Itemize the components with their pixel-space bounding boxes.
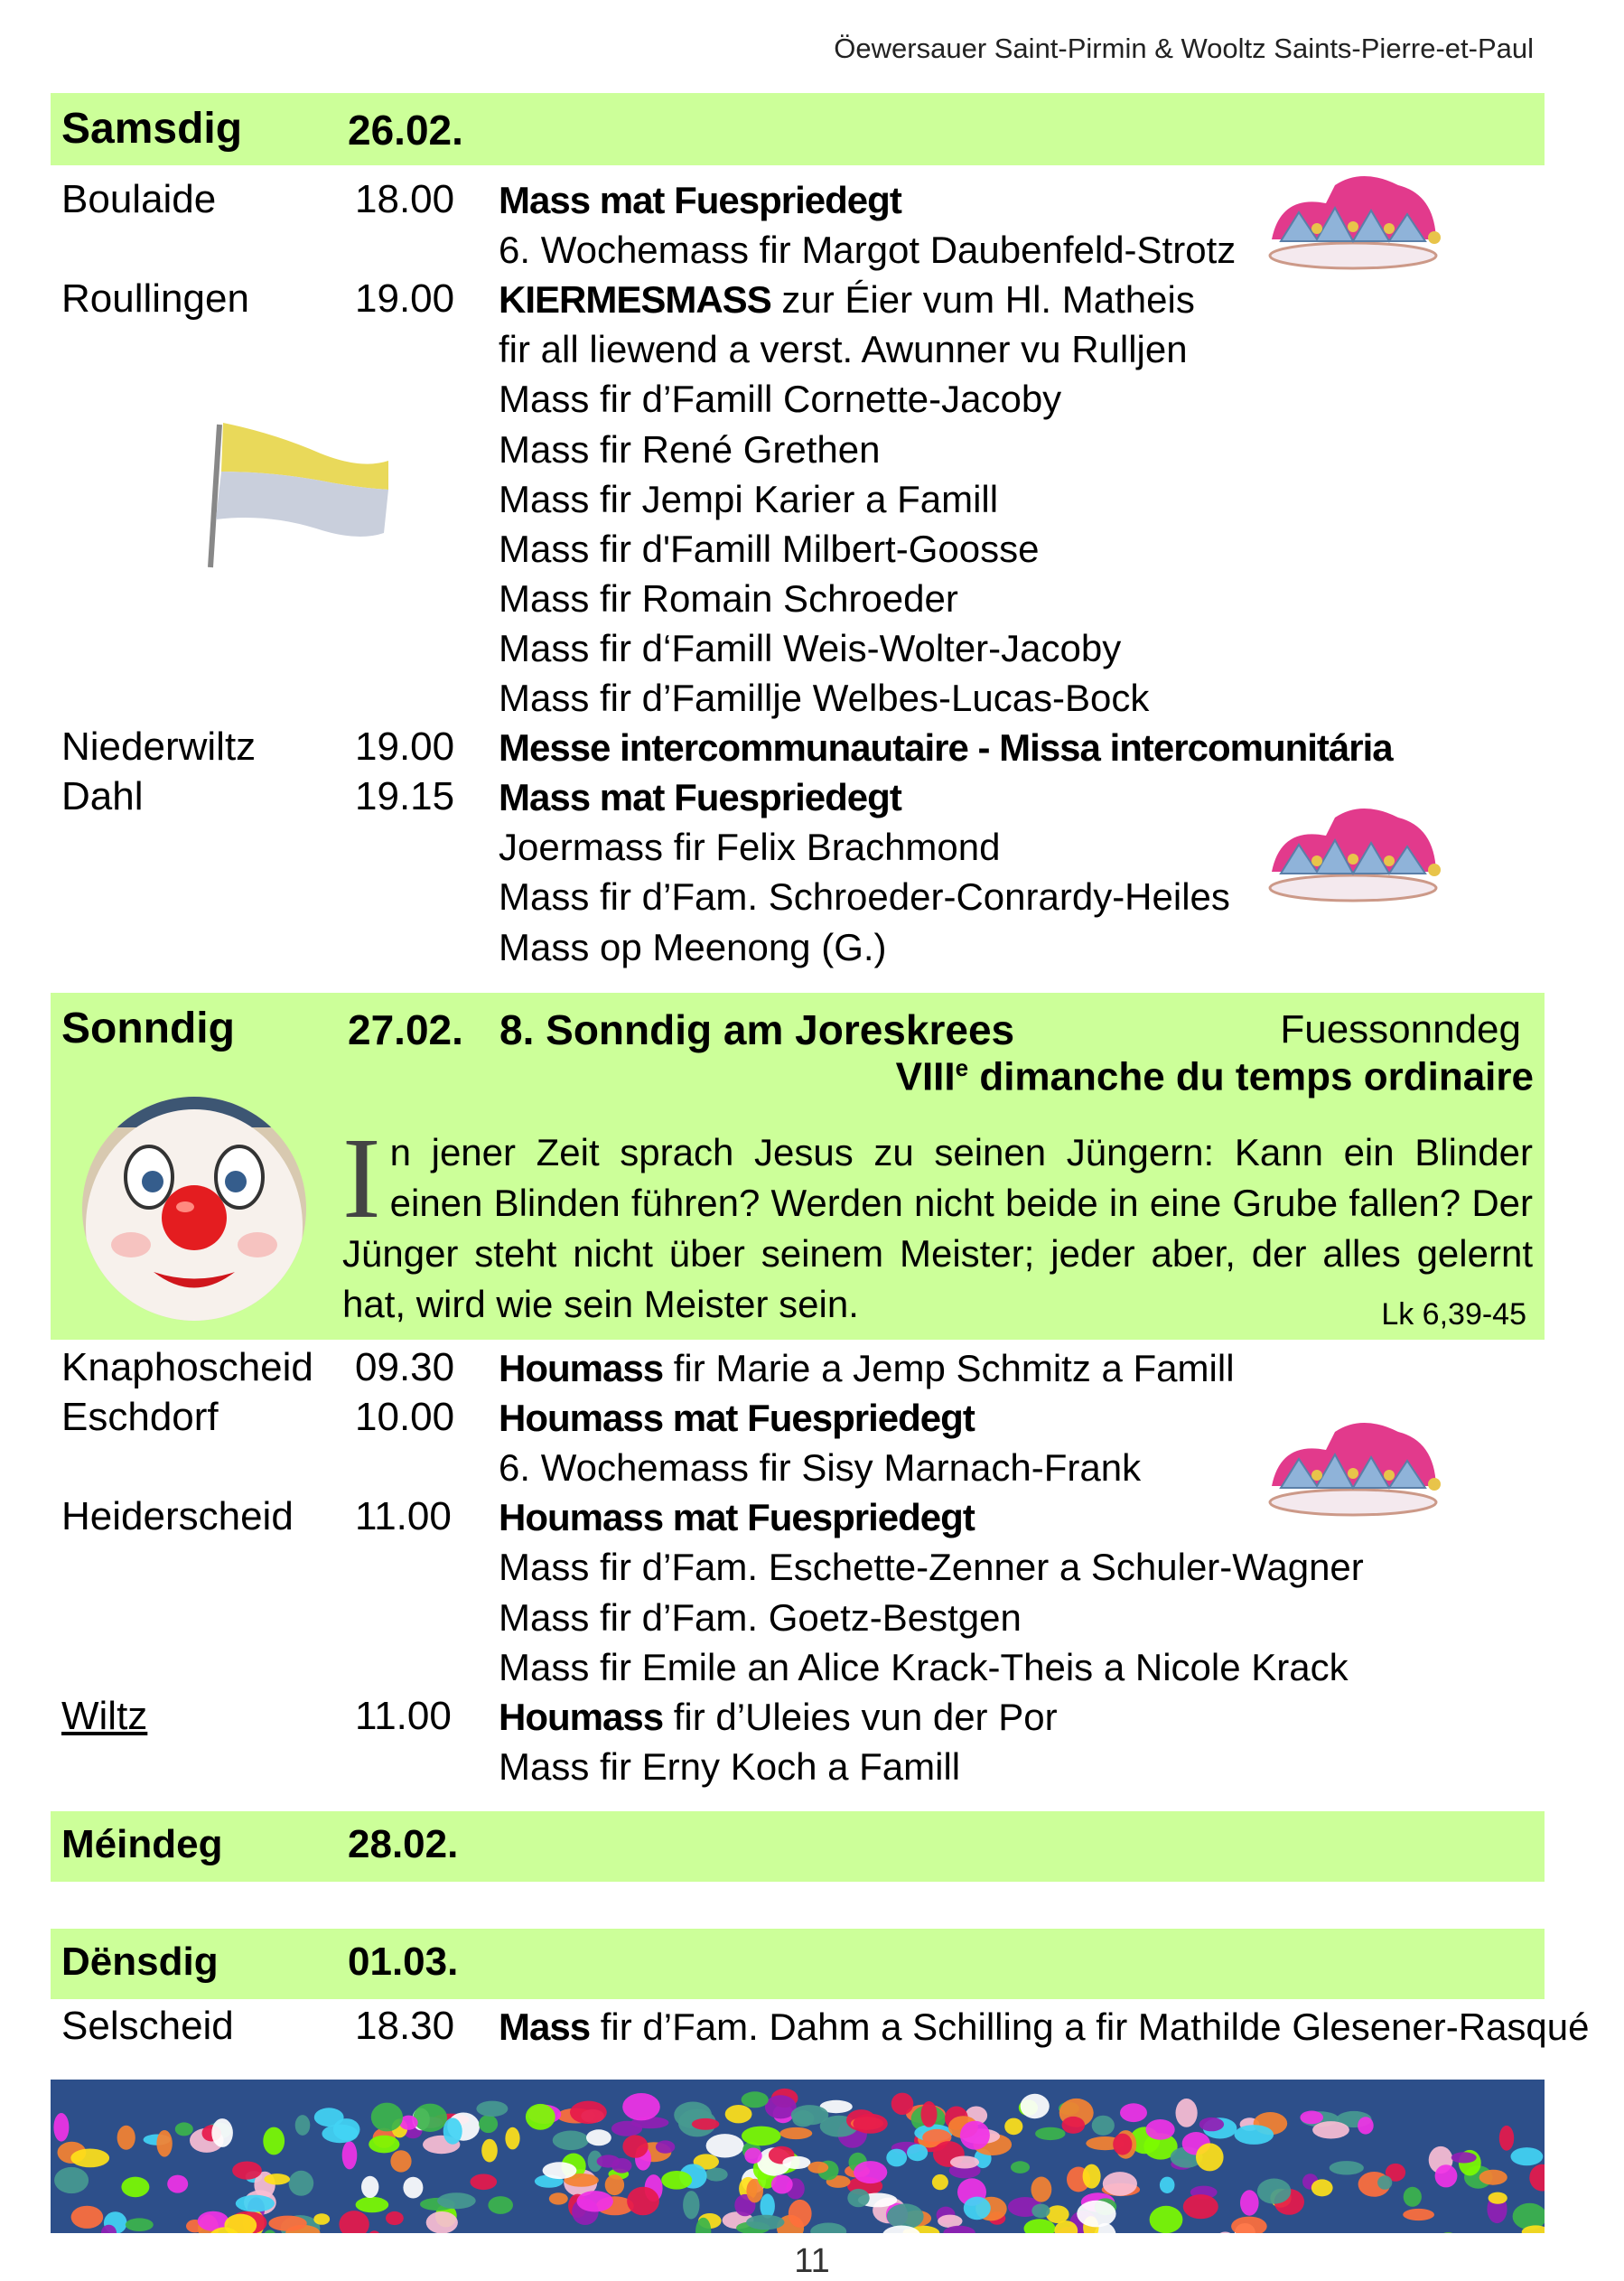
mass-time: 19.00: [355, 276, 455, 322]
place-name: Niederwiltz: [61, 724, 257, 770]
day-band-monday: [51, 1811, 1545, 1882]
mass-type: KIERMESMASS: [499, 278, 771, 322]
mass-description: [499, 328, 1188, 371]
mass-description: [499, 229, 1236, 272]
place-name: Dahl: [61, 774, 144, 819]
mass-description: [499, 1397, 975, 1440]
mass-time: 11.00: [355, 1494, 452, 1539]
mass-description: [499, 875, 1230, 919]
mass-description: [499, 1446, 1141, 1490]
mass-intention: Mass fir d’Fam. Schroeder-Conrardy-Heiles: [499, 875, 1230, 919]
mass-type: Houmass mat Fuespriedegt: [499, 1496, 975, 1539]
mass-description: [499, 1745, 960, 1789]
mass-type: Houmass mat Fuespriedegt: [499, 1397, 975, 1440]
mass-description: [499, 1596, 1022, 1640]
mass-intention: zur Éier vum Hl. Matheis: [770, 278, 1195, 322]
mass-type: Houmass: [499, 1347, 664, 1389]
day-name: Dënsdig: [61, 1940, 219, 1984]
day-date: 01.03.: [348, 1940, 459, 1984]
mass-time: 18.00: [355, 177, 455, 221]
mass-time: 18.30: [355, 2004, 455, 2048]
mass-description: [499, 1546, 1364, 1589]
mass-description: [499, 726, 1393, 770]
mass-description: [499, 926, 887, 969]
schedule-row: [0, 922, 1624, 973]
mass-type: Houmass: [499, 1695, 664, 1738]
papal-flag-icon: [203, 407, 393, 574]
gospel-body: n jener Zeit sprach Jesus zu seinen Jüngern: Kann ein Blinder einen Blinden führen? Werden nicht beide in eine Grube fallen? Der Jünger steht nicht über seinem Meister; jeder aber, der alles gelernt hat, wird wie sein Meister sein.: [342, 1131, 1533, 1325]
mass-type: Mass mat Fuespriedegt: [499, 776, 901, 819]
schedule-row: [0, 1542, 1624, 1593]
place-name: Knaphoscheid: [61, 1345, 313, 1389]
schedule-row: [0, 723, 1624, 773]
jester-hat-icon: [1263, 167, 1443, 276]
mass-description: [499, 478, 998, 521]
mass-intention: Mass fir d’Fam. Goetz-Bestgen: [499, 1595, 1022, 1639]
schedule-row: [0, 574, 1624, 624]
day-date: 26.02.: [348, 107, 463, 154]
mass-description: [499, 627, 1121, 670]
mass-intention: 6. Wochemass fir Sisy Marnach-Frank: [499, 1446, 1142, 1490]
page-number: 11: [794, 2242, 830, 2280]
schedule-row: [0, 1593, 1624, 1643]
mass-type: Mass: [499, 2005, 591, 2048]
mass-intention: Mass fir d’Fam. Eschette-Zenner a Schuler-Wagner: [499, 1546, 1364, 1589]
mass-description: [499, 2005, 1590, 2049]
mass-intention: Mass fir Romain Schroeder: [499, 576, 958, 620]
subtitle-sup: e: [955, 1054, 969, 1081]
mass-intention: Mass fir d'Famill Milbert-Goosse: [499, 527, 1040, 570]
mass-intention: Joermass fir Felix Brachmond: [499, 826, 1001, 869]
day-name: Samsdig: [61, 105, 243, 153]
gospel-reference: Lk 6,39-45: [1381, 1297, 1526, 1332]
mass-intention: fir d’Fam. Dahm a Schilling a fir Mathilde Glesener-Rasqué: [590, 2005, 1590, 2048]
subtitle-rest: dimanche du temps ordinaire: [968, 1054, 1534, 1099]
day-date: 27.02.: [348, 1006, 463, 1053]
schedule-row: [0, 1692, 1624, 1743]
mass-intention: fir all liewend a verst. Awunner vu Rulljen: [499, 328, 1188, 371]
day-name: Méindeg: [61, 1822, 223, 1866]
drop-cap: I: [342, 1114, 381, 1242]
subtitle-roman: VIII: [895, 1054, 956, 1099]
place-name: Wiltz: [61, 1693, 148, 1738]
page-header: Öewersauer Saint-Pirmin & Wooltz Saints-Pierre-et-Paul: [834, 33, 1534, 64]
mass-intention: Mass fir Erny Koch a Famill: [499, 1744, 961, 1788]
mass-description: [499, 776, 901, 819]
mass-intention: fir Marie a Jemp Schmitz a Famill: [663, 1347, 1235, 1389]
schedule-row: [0, 623, 1624, 674]
mass-type: Mass mat Fuespriedegt: [499, 179, 901, 221]
place-name: Boulaide: [61, 177, 217, 221]
jester-hat-icon: [1263, 799, 1443, 908]
feast-name: Fuessonndeg: [1280, 1007, 1521, 1052]
place-name: Heiderscheid: [61, 1494, 294, 1539]
schedule-row: [0, 673, 1624, 724]
mass-description: [499, 1646, 1349, 1689]
schedule-row: [0, 1343, 1624, 1394]
mass-time: 10.00: [355, 1395, 455, 1440]
day-date: 28.02.: [348, 1822, 459, 1866]
mass-description: [499, 378, 1061, 421]
mass-intention: fir d’Uleies vun der Por: [663, 1695, 1058, 1738]
mass-time: 19.00: [355, 724, 455, 770]
mass-intention: Mass fir René Grethen: [499, 427, 881, 471]
mass-time: 11.00: [355, 1693, 452, 1738]
gospel-text: [342, 1114, 1533, 1330]
mass-type: Messe intercommunautaire - Missa intercomunitária: [499, 726, 1393, 770]
mass-description: [499, 1496, 975, 1539]
mass-description: [499, 677, 1149, 720]
mass-intention: Mass fir d’Famill Cornette-Jacoby: [499, 378, 1062, 421]
mass-description: [499, 1696, 1058, 1739]
mass-description: [499, 428, 881, 472]
confetti-banner: [51, 2080, 1545, 2233]
mass-intention: Mass fir d’Famillje Welbes-Lucas-Bock: [499, 677, 1150, 719]
mass-intention: Mass fir Emile an Alice Krack-Theis a Nicole Krack: [499, 1645, 1349, 1688]
mass-intention: Mass fir Jempi Karier a Famill: [499, 477, 999, 520]
schedule-row: [0, 2002, 1624, 2052]
schedule-row: [0, 275, 1624, 325]
day-band-tuesday: [51, 1929, 1545, 1999]
mass-time: 19.15: [355, 774, 455, 819]
place-name: Roullingen: [61, 276, 249, 322]
sunday-title: 8. Sonndig am Joreskrees: [499, 1006, 1015, 1053]
jester-hat-icon: [1263, 1414, 1443, 1522]
mass-intention: Mass fir d‘Famill Weis-Wolter-Jacoby: [499, 626, 1122, 669]
mass-description: [499, 1347, 1235, 1390]
schedule-row: [0, 1742, 1624, 1792]
place-name: Selscheid: [61, 2004, 234, 2048]
mass-description: [499, 179, 901, 222]
mass-description: [499, 826, 1001, 869]
sunday-subtitle: [896, 1054, 1534, 1100]
mass-intention: Mass op Meenong (G.): [499, 925, 887, 968]
place-name: Eschdorf: [61, 1395, 219, 1440]
schedule-row: [0, 324, 1624, 375]
mass-description: [499, 528, 1039, 571]
mass-intention: 6. Wochemass fir Margot Daubenfeld-Strotz: [499, 229, 1237, 272]
day-name: Sonndig: [61, 1005, 235, 1052]
mass-description: [499, 577, 958, 621]
mass-description: [499, 278, 1195, 322]
schedule-row: [0, 1642, 1624, 1693]
clown-face-icon: [77, 1091, 312, 1326]
day-band-saturday: [51, 93, 1545, 165]
mass-time: 09.30: [355, 1345, 455, 1389]
